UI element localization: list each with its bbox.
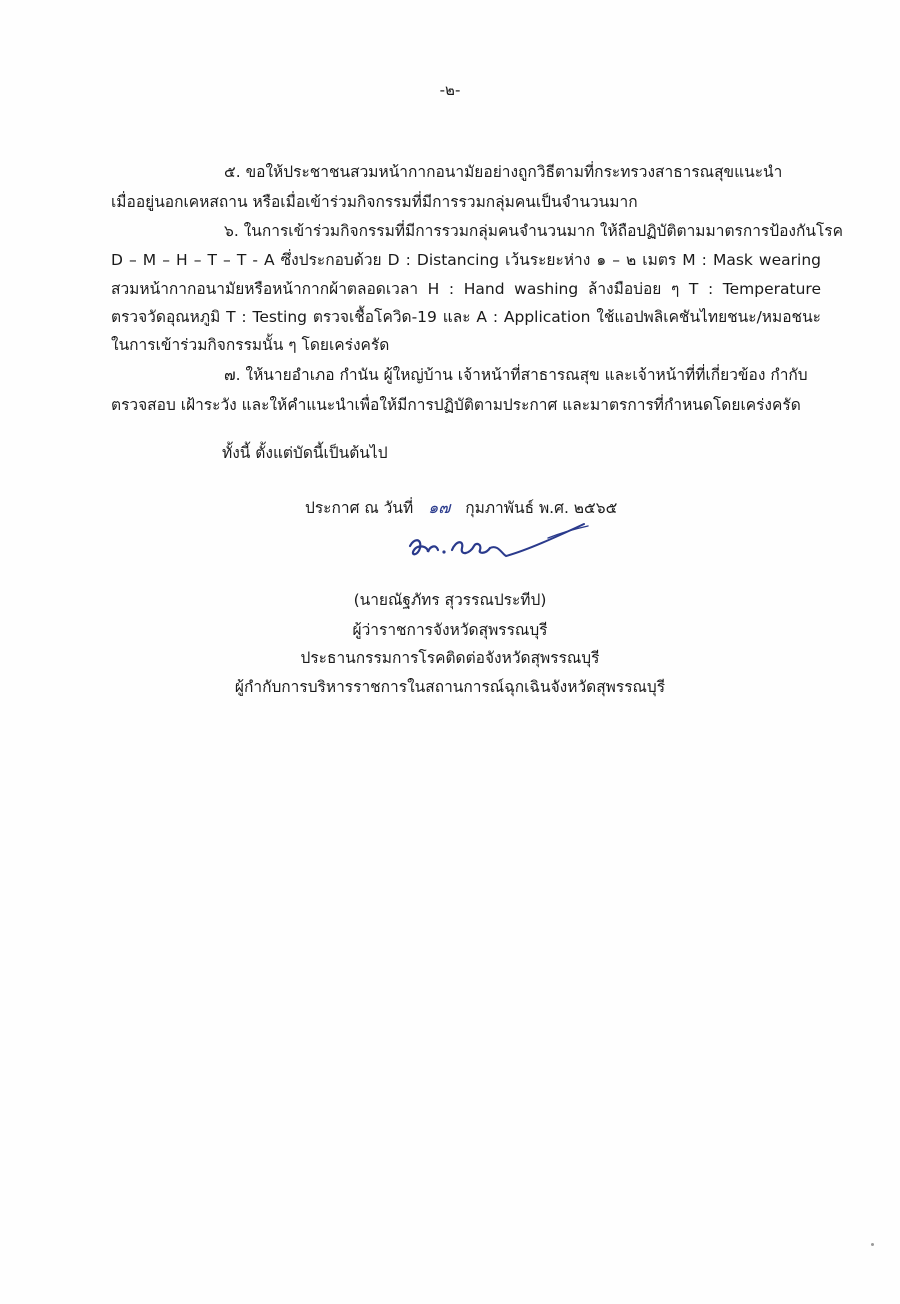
scan-speck bbox=[871, 1243, 874, 1246]
item6-line4: ตรวจวัดอุณหภูมิ T : Testing ตรวจเชื้อโควิด-19 และ A : Application ใช้แอปพลิเคชันไทยชนะ/หมอชนะ bbox=[111, 308, 821, 326]
item6-line1: ๖. ในการเข้าร่วมกิจกรรมที่มีการรวมกลุ่มคนจำนวนมาก ให้ถือปฏิบัติตามมาตรการป้องกันโรค bbox=[224, 222, 843, 240]
signatory-title-emergency: ผู้กำกับการบริหารราชการในสถานการณ์ฉุกเฉินจังหวัดสุพรรณบุรี bbox=[234, 678, 666, 696]
item5-line2: เมื่ออยู่นอกเคหสถาน หรือเมื่อเข้าร่วมกิจกรรมที่มีการรวมกลุ่มคนเป็นจำนวนมาก bbox=[111, 193, 638, 211]
effective-statement: ทั้งนี้ ตั้งแต่บัดนี้เป็นต้นไป bbox=[222, 444, 388, 462]
item5-line1: ๕. ขอให้ประชาชนสวมหน้ากากอนามัยอย่างถูกวิธีตามที่กระทรวงสาธารณสุขแนะนำ bbox=[224, 163, 783, 181]
item7-line1: ๗. ให้นายอำเภอ กำนัน ผู้ใหญ่บ้าน เจ้าหน้าที่สาธารณสุข และเจ้าหน้าที่ที่เกี่ยวข้อง กำกับ bbox=[224, 366, 808, 384]
announcement-day: ๑๗ bbox=[428, 498, 451, 517]
page-number: -๒- bbox=[439, 81, 461, 99]
signatory-title-committee: ประธานกรรมการโรคติดต่อจังหวัดสุพรรณบุรี bbox=[300, 649, 600, 667]
announcement-prefix: ประกาศ ณ วันที่ bbox=[305, 499, 414, 517]
item6-line5: ในการเข้าร่วมกิจกรรมนั้น ๆ โดยเคร่งครัด bbox=[111, 336, 390, 354]
handwritten-signature bbox=[398, 516, 598, 572]
item7-line2: ตรวจสอบ เฝ้าระวัง และให้คำแนะนำเพื่อให้มีการปฏิบัติตามประกาศ และมาตรการที่กำหนดโดยเคร่งครัด bbox=[111, 396, 801, 414]
item6-line2: D – M – H – T – T - A ซึ่งประกอบด้วย D : Distancing เว้นระยะห่าง ๑ – ๒ เมตร M : Mask wearing bbox=[111, 251, 821, 269]
signatory-title-governor: ผู้ว่าราชการจังหวัดสุพรรณบุรี bbox=[352, 621, 548, 639]
item6-line3: สวมหน้ากากอนามัยหรือหน้ากากผ้าตลอดเวลา H : Hand washing ล้างมือบ่อย ๆ T : Temperature bbox=[111, 280, 821, 298]
announcement-month-year: กุมภาพันธ์ พ.ศ. ๒๕๖๕ bbox=[465, 499, 618, 517]
signatory-name: (นายณัฐภัทร สุวรรณประทีป) bbox=[353, 591, 547, 609]
